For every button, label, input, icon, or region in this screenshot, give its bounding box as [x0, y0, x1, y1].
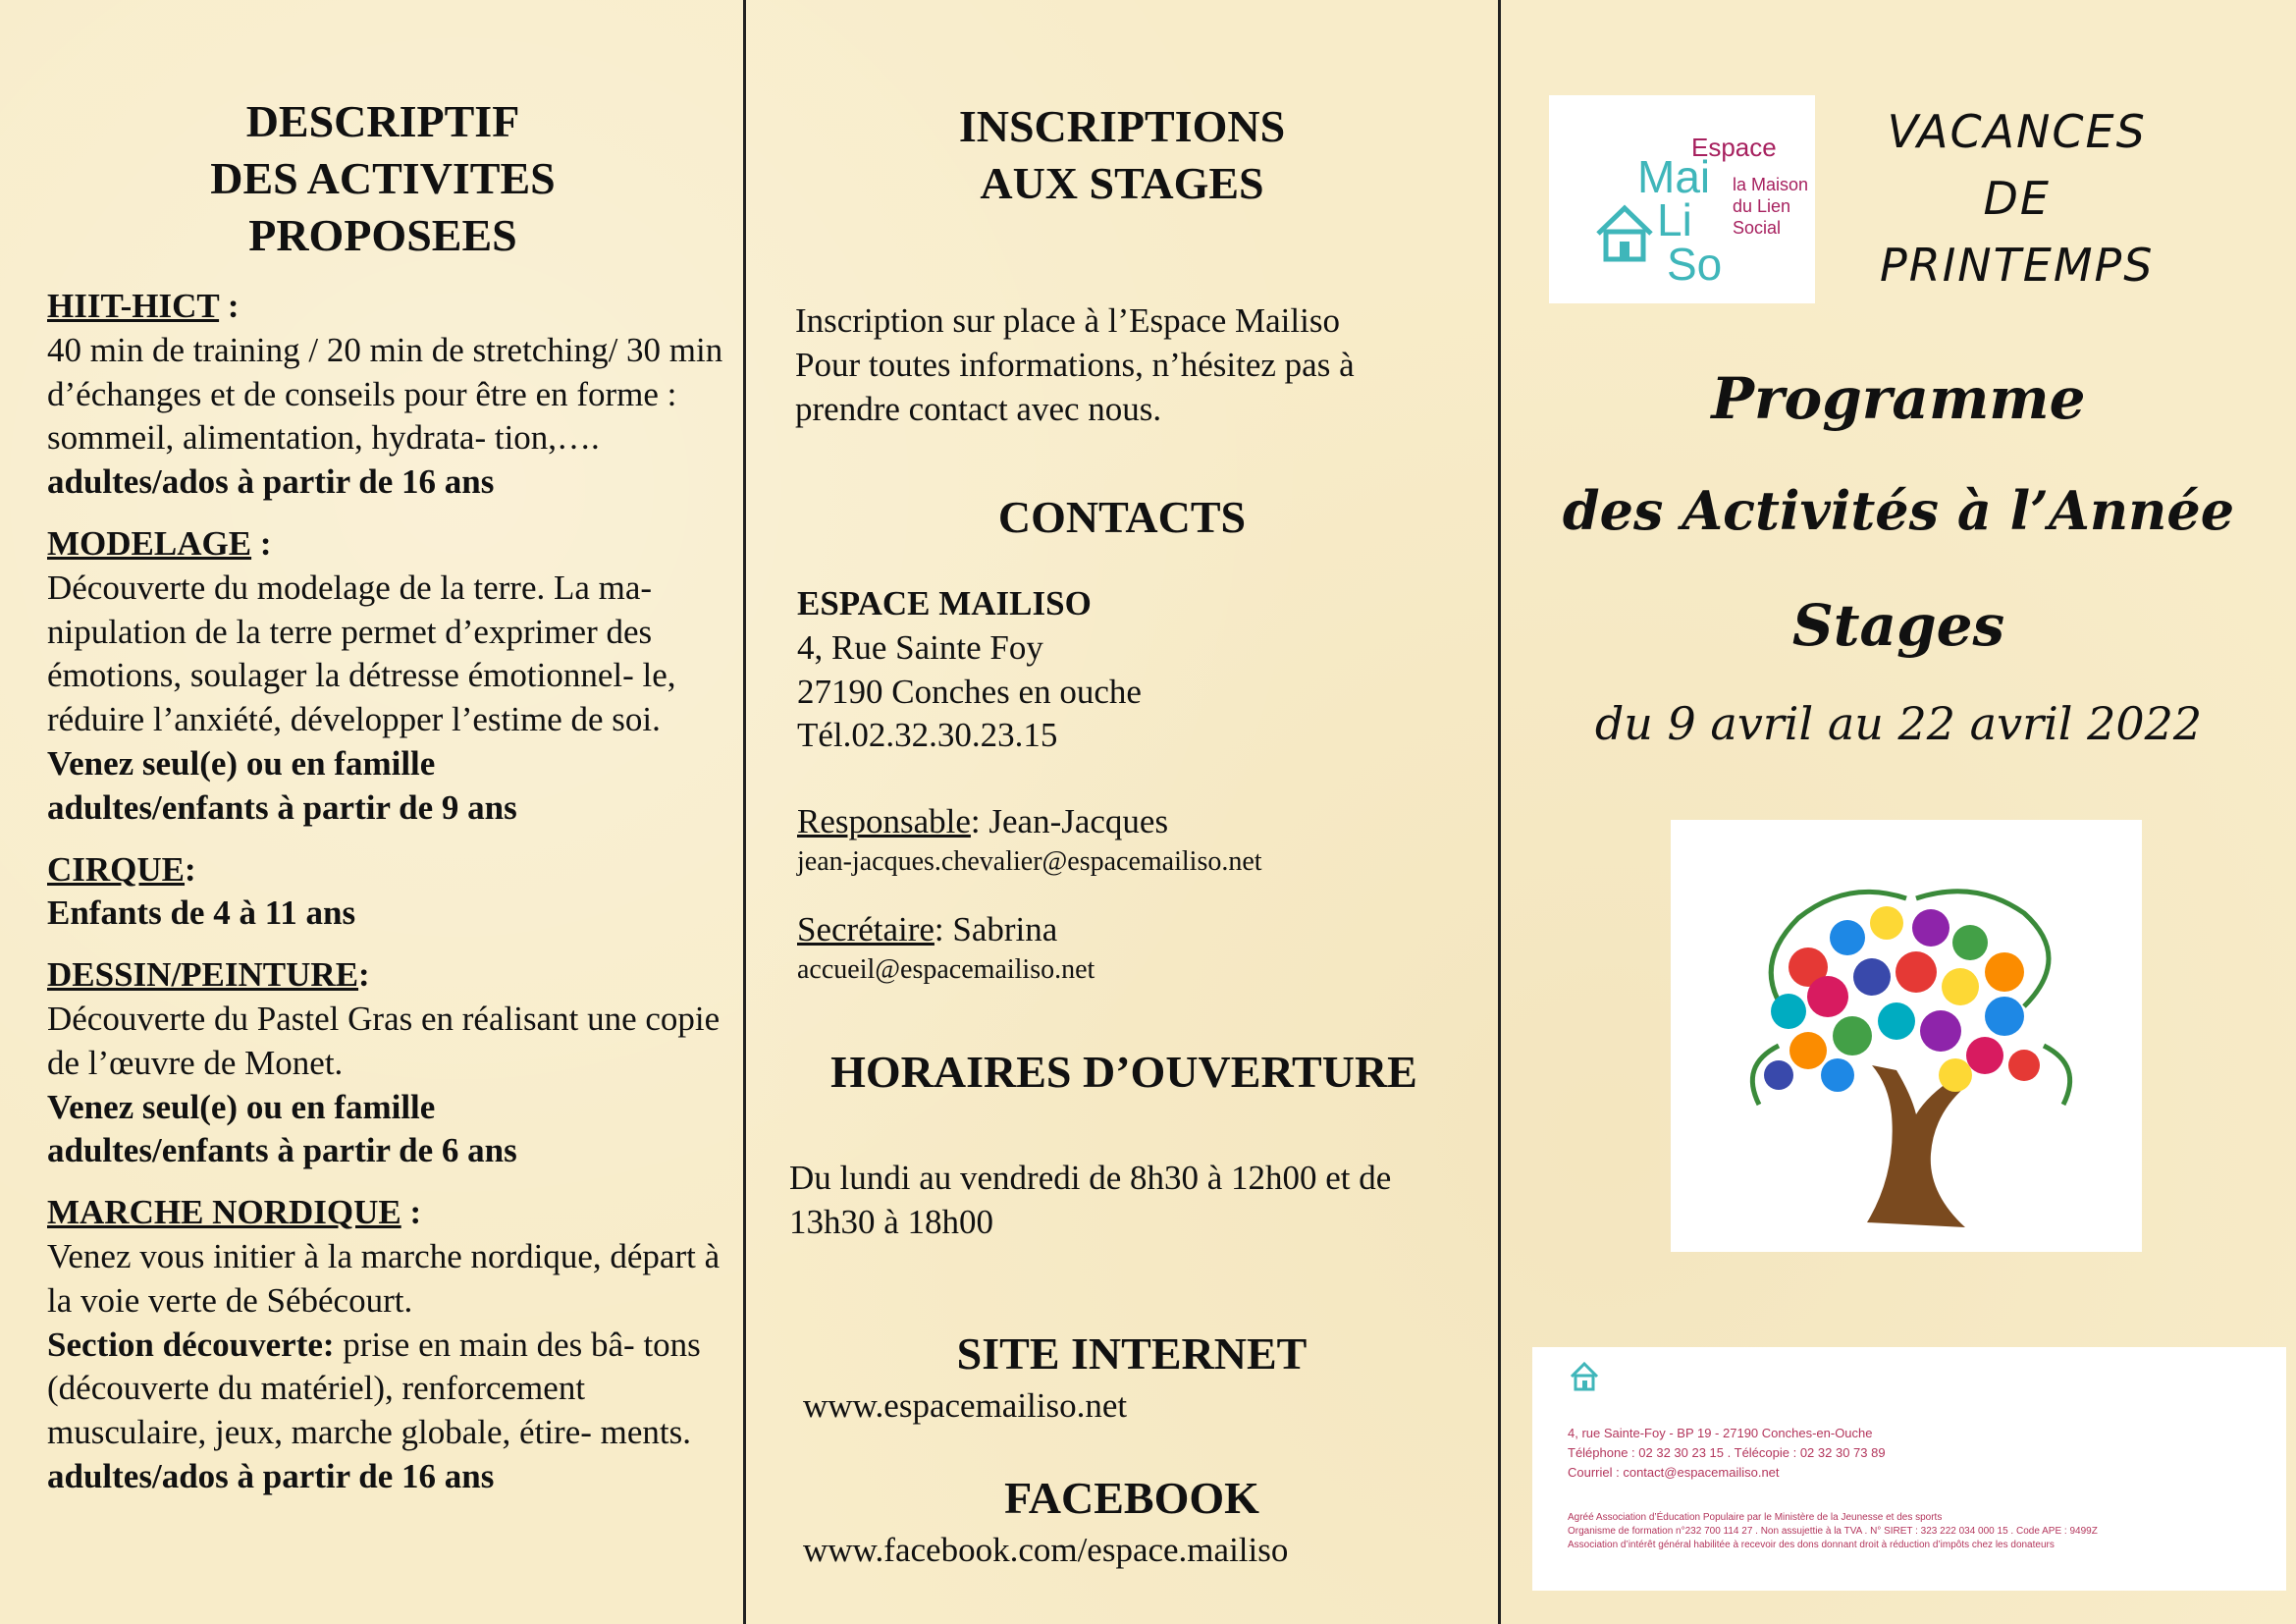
- inscriptions-line: Pour toutes informations, n’hésitez pas à: [795, 345, 1355, 384]
- footer-legal: Organisme de formation n°232 700 114 27 . Non assujettie à la TVA . N° SIRET : 323 222 034 000 15 . Code APE : 9499Z: [1568, 1526, 2098, 1537]
- facebook-title: FACEBOOK: [1004, 1473, 1259, 1523]
- org-name: ESPACE MAILISO: [797, 584, 1092, 623]
- logo-letters-so: So: [1667, 239, 1723, 290]
- activity-ages: adultes/ados à partir de 16 ans: [47, 462, 495, 502]
- logo-tagline-line: du Lien: [1733, 196, 1791, 216]
- activity-title: HIIT-HICT: [47, 287, 220, 325]
- house-icon: [1590, 198, 1659, 267]
- activity-title-colon: :: [185, 849, 196, 889]
- inscriptions-title-line: AUX STAGES: [980, 158, 1264, 208]
- activity-title-colon: :: [400, 1193, 422, 1232]
- vacances-title: [1880, 98, 2154, 298]
- facebook-url[interactable]: www.facebook.com/espace.mailiso: [803, 1531, 1289, 1569]
- address-line: 27190 Conches en ouche: [797, 672, 1142, 711]
- activities-title-line: DES ACTIVITES: [210, 153, 556, 203]
- activity-description: Découverte du Pastel Gras en réalisant une copie de l’œuvre de Monet.: [47, 999, 721, 1082]
- footer-letterhead: [1532, 1347, 2286, 1591]
- contacts-title: CONTACTS: [997, 492, 1247, 542]
- hours-text: [789, 1157, 1496, 1245]
- inscriptions-title: [746, 98, 1498, 212]
- activity-title-colon: :: [219, 287, 240, 325]
- activity-title-colon: :: [251, 523, 272, 563]
- activity-hiit: [47, 285, 734, 505]
- responsable-label: Responsable: [797, 802, 971, 840]
- info-panel: [746, 0, 1498, 1624]
- activity-title: MODELAGE: [47, 523, 252, 563]
- activities-title-line: DESCRIPTIF: [245, 96, 520, 146]
- hours-line: 13h30 à 18h00: [789, 1202, 994, 1241]
- activities-panel: [0, 0, 743, 1624]
- flower-tree-image: [1671, 820, 2142, 1252]
- vacances-line: VACANCES: [1887, 105, 2147, 158]
- activity-section-label: Section découverte:: [47, 1325, 335, 1364]
- activity-dessin: [47, 953, 734, 1173]
- footer-phone: Téléphone : 02 32 30 23 15 . Télécopie : 02 32 30 73 89: [1568, 1445, 1886, 1460]
- logo-letters-mai: Mai: [1637, 151, 1711, 202]
- activity-modelage: [47, 522, 734, 831]
- secretaire-name: : Sabrina: [934, 910, 1058, 948]
- logo-tagline-line: la Maison: [1733, 175, 1809, 194]
- activity-marche: [47, 1191, 734, 1499]
- site-title: SITE INTERNET: [956, 1328, 1308, 1379]
- logo-espace-text: Espace: [1691, 133, 1777, 162]
- vacances-line: DE: [1983, 172, 2051, 225]
- inscriptions-title-line: INSCRIPTIONS: [958, 101, 1286, 151]
- activity-ages: Enfants de 4 à 11 ans: [47, 893, 356, 933]
- activity-ages: adultes/enfants à partir de 6 ans: [47, 1131, 517, 1170]
- inscriptions-line: Inscription sur place à l’Espace Mailiso: [795, 301, 1340, 340]
- activity-note: Venez seul(e) ou en famille: [47, 1087, 436, 1126]
- footer-address: 4, rue Sainte-Foy - BP 19 - 27190 Conches-en-Ouche: [1568, 1426, 1873, 1440]
- activity-title-colon: :: [358, 955, 370, 995]
- responsable-name: : Jean-Jacques: [970, 802, 1169, 840]
- tree-illustration: [1671, 820, 2142, 1252]
- activity-title: DESSIN/PEINTURE: [47, 955, 359, 995]
- mailiso-logo: [1549, 95, 1815, 303]
- programme-title: Programme: [1711, 365, 2086, 432]
- phone-number: Tél.02.32.30.23.15: [797, 716, 1058, 755]
- dates-text: du 9 avril au 22 avril 2022: [1594, 697, 2203, 750]
- secretaire-block: [797, 908, 1494, 988]
- hours-line: Du lundi au vendredi de 8h30 à 12h00 et de: [789, 1159, 1392, 1197]
- activities-title-line: PROPOSEES: [248, 210, 517, 260]
- responsable-email[interactable]: jean-jacques.chevalier@espacemailiso.net: [797, 845, 1262, 877]
- activity-description: prise en main des bâ- tons (découverte du matériel), renforcement musculaire, jeux, marche globale, étire- ments.: [47, 1325, 701, 1452]
- activity-description: 40 min de training / 20 min de stretching/ 30 min d’échanges et de conseils pour être en forme : sommeil, alimentation, hydrata- tion,….: [47, 330, 723, 458]
- footer-email: Courriel : contact@espacemailiso.net: [1568, 1465, 1780, 1480]
- vacances-line: PRINTEMPS: [1880, 239, 2155, 292]
- house-icon: [1568, 1359, 1601, 1392]
- contact-block: [797, 582, 1494, 758]
- activities-title: [0, 93, 766, 264]
- activity-title: CIRQUE: [47, 849, 186, 889]
- responsable-block: [797, 800, 1494, 880]
- secretaire-label: Secrétaire: [797, 910, 934, 948]
- address-line: 4, Rue Sainte Foy: [797, 627, 1043, 667]
- footer-legal: Association d’intérêt général habilitée à recevoir des dons donnant droit à réduction d’impôts chez les donateurs: [1568, 1540, 2055, 1550]
- logo-tagline-line: Social: [1733, 218, 1782, 238]
- activity-cirque: [47, 848, 734, 937]
- stages-title: Stages: [1791, 592, 2005, 659]
- footer-legal: Agréé Association d’Éducation Populaire par le Ministère de la Jeunesse et des sports: [1568, 1512, 1943, 1523]
- logo-tagline: [1733, 174, 1808, 239]
- activity-title: MARCHE NORDIQUE: [47, 1193, 401, 1232]
- activity-ages: adultes/ados à partir de 16 ans: [47, 1456, 495, 1495]
- activity-note: Venez seul(e) ou en famille: [47, 743, 436, 783]
- site-url[interactable]: www.espacemailiso.net: [803, 1386, 1128, 1425]
- inscriptions-text: [795, 299, 1492, 431]
- secretaire-email[interactable]: accueil@espacemailiso.net: [797, 953, 1095, 985]
- inscriptions-line: prendre contact avec nous.: [795, 389, 1162, 428]
- hours-title: HORAIRES D’OUVERTURE: [830, 1047, 1417, 1097]
- activites-title: des Activités à l’Année: [1562, 479, 2235, 542]
- activities-list: [47, 285, 734, 1499]
- activity-ages: adultes/enfants à partir de 9 ans: [47, 787, 517, 827]
- activity-description: Découverte du modelage de la terre. La ma- nipulation de la terre permet d’exprimer des émotions, soulager la détresse émotionnel- le, réduire l’anxiété, développer l’estime de soi.: [47, 568, 676, 739]
- logo-letters-li: Li: [1657, 194, 1692, 245]
- activity-description: Venez vous initier à la marche nordique, départ à la voie verte de Sébécourt.: [47, 1236, 721, 1320]
